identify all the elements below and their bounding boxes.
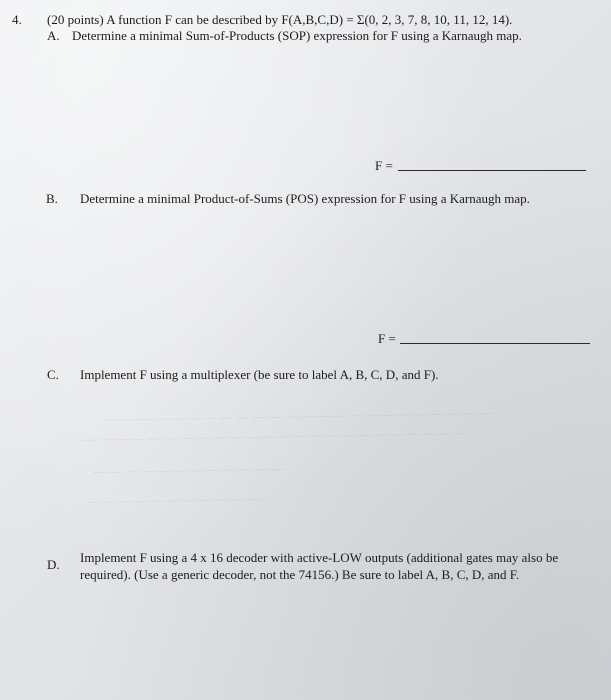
- bleed-through-line-4: — — — — — — — — — — —: [85, 490, 262, 509]
- question-intro: (20 points) A function F can be described by F(A,B,C,D) = Σ(0, 2, 3, 7, 8, 10, 11, 12, 14).: [47, 12, 513, 27]
- bleed-through-line-1: — — — — — — — — — — — — — — — — — — — — — — — —: [104, 404, 492, 427]
- part-b-answer-label: F =: [378, 331, 396, 346]
- part-b-prompt: Determine a minimal Product-of-Sums (POS) expression for F using a Karnaugh map.: [80, 191, 530, 206]
- part-a-answer-line[interactable]: [398, 170, 586, 171]
- part-c-letter: C.: [47, 367, 59, 382]
- part-d-prompt-line2: required). (Use a generic decoder, not the 74156.) Be sure to label A, B, C, D, and F.: [80, 567, 520, 582]
- part-a-prompt: Determine a minimal Sum-of-Products (SOP) expression for F using a Karnaugh map.: [72, 28, 522, 43]
- bleed-through-line-3: — — — — — — — — — — — —: [91, 460, 284, 479]
- part-b-answer-line[interactable]: [400, 343, 590, 344]
- part-a-answer-label: F =: [375, 158, 393, 173]
- bleed-through-line-2: — — — — — — — — — — — — — — — — — — — — — — — —: [81, 424, 469, 447]
- part-d-prompt-line1: Implement F using a 4 x 16 decoder with active-LOW outputs (additional gates may also be: [80, 550, 559, 565]
- part-b-letter: B.: [46, 191, 58, 206]
- part-c-prompt: Implement F using a multiplexer (be sure to label A, B, C, D, and F).: [80, 367, 439, 382]
- part-d-letter: D.: [47, 557, 60, 572]
- question-number: 4.: [12, 12, 22, 27]
- part-a-letter: A.: [47, 28, 60, 43]
